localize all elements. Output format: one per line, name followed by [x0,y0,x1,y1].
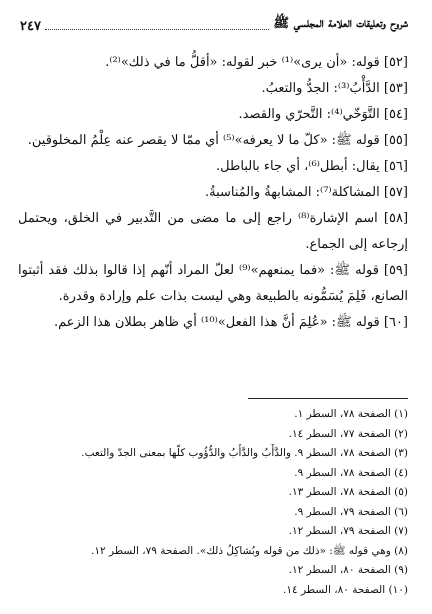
paragraph-54: [٥٤] التَّوَخّي⁽⁴⁾: التَّحرّي والقصد. [238,107,408,122]
paragraph-53: [٥٣] الدَّأْبُ⁽³⁾: الجدُّ والتعبُ. [261,81,408,96]
footnote-separator [248,398,408,399]
footnote-7: (٧) الصفحة ٧٩، السطر ١٢. [288,525,408,537]
paragraph-52: [٥٢] قوله: «أن يرى»⁽¹⁾ خبر لقوله: «أقلُّ ما في ذلك»⁽²⁾. [105,55,408,70]
header-leader-dots [45,29,269,30]
footnote-1: (١) الصفحة ٧٨، السطر ١. [294,408,408,420]
running-title: شروح وتعليقات العلامة المجلسي ﷺ [273,16,408,31]
footnote-5: (٥) الصفحة ٧٨، السطر ١٣. [288,486,408,498]
main-text [18,50,408,336]
paragraph-56: [٥٦] يقال: أبطل⁽⁶⁾، أي جاء بالباطل. [216,159,408,174]
footnote-10: (١٠) الصفحة ٨٠، السطر ١٤. [283,583,408,596]
running-header [20,14,408,34]
footnote-8: (٨) وهي قوله ﷺ: «ذلك من قوله وبُشاكِلُ ذلك». الصفحة ٧٩، السطر ١٢. [91,544,408,557]
footnote-9: (٩) الصفحة ٨٠، السطر ١٢. [288,564,408,576]
paragraph-59: [٥٩] قوله ﷺ: «فما يمنعهم»⁽⁹⁾ لعلّ المراد أنّهم إذا قالوا بذلك فقد أثبتوا الصانع، فَلِمَ يُسَمُّونه بالطبيعة وهي ليست بذات علم وإرادة وقدرة. [18,263,408,304]
page-number: ٢٤٧ [20,19,41,34]
paragraph-57: [٥٧] المشاكلة⁽⁷⁾: المشابهةُ والمُناسبةُ. [204,185,408,200]
paragraph-60: [٦٠] قوله ﷺ: «عُلِمَ أنَّ هذا الفعل»⁽¹⁰⁾ أي ظاهر بطلان هذا الزعم. [54,315,408,330]
footnote-6: (٦) الصفحة ٧٩، السطر ٩. [294,505,408,518]
paragraph-55: [٥٥] قوله ﷺ: «كلّ ما لا يعرفه»⁽⁵⁾ أي ممّا لا يقصر عنه عِلْمُ المخلوقين. [27,133,408,148]
footnotes [18,405,408,600]
footnote-4: (٤) الصفحة ٧٨، السطر ٩. [294,466,408,479]
paragraph-58: [٥٨] اسم الإشارة⁽⁸⁾ راجع إلى ما مضى من التَّدبير في الخلق، ويحتمل إرجاعه إلى الجماع. [18,211,409,252]
footnote-3: (٣) الصفحة ٧٨، السطر ٩. والدَّأْبُ والدَّأَبُ والدُّؤُوب كلّها بمعنى الجدّ والتعب. [81,447,408,459]
footnote-2: (٢) الصفحة ٧٧، السطر ١٤. [288,427,408,440]
